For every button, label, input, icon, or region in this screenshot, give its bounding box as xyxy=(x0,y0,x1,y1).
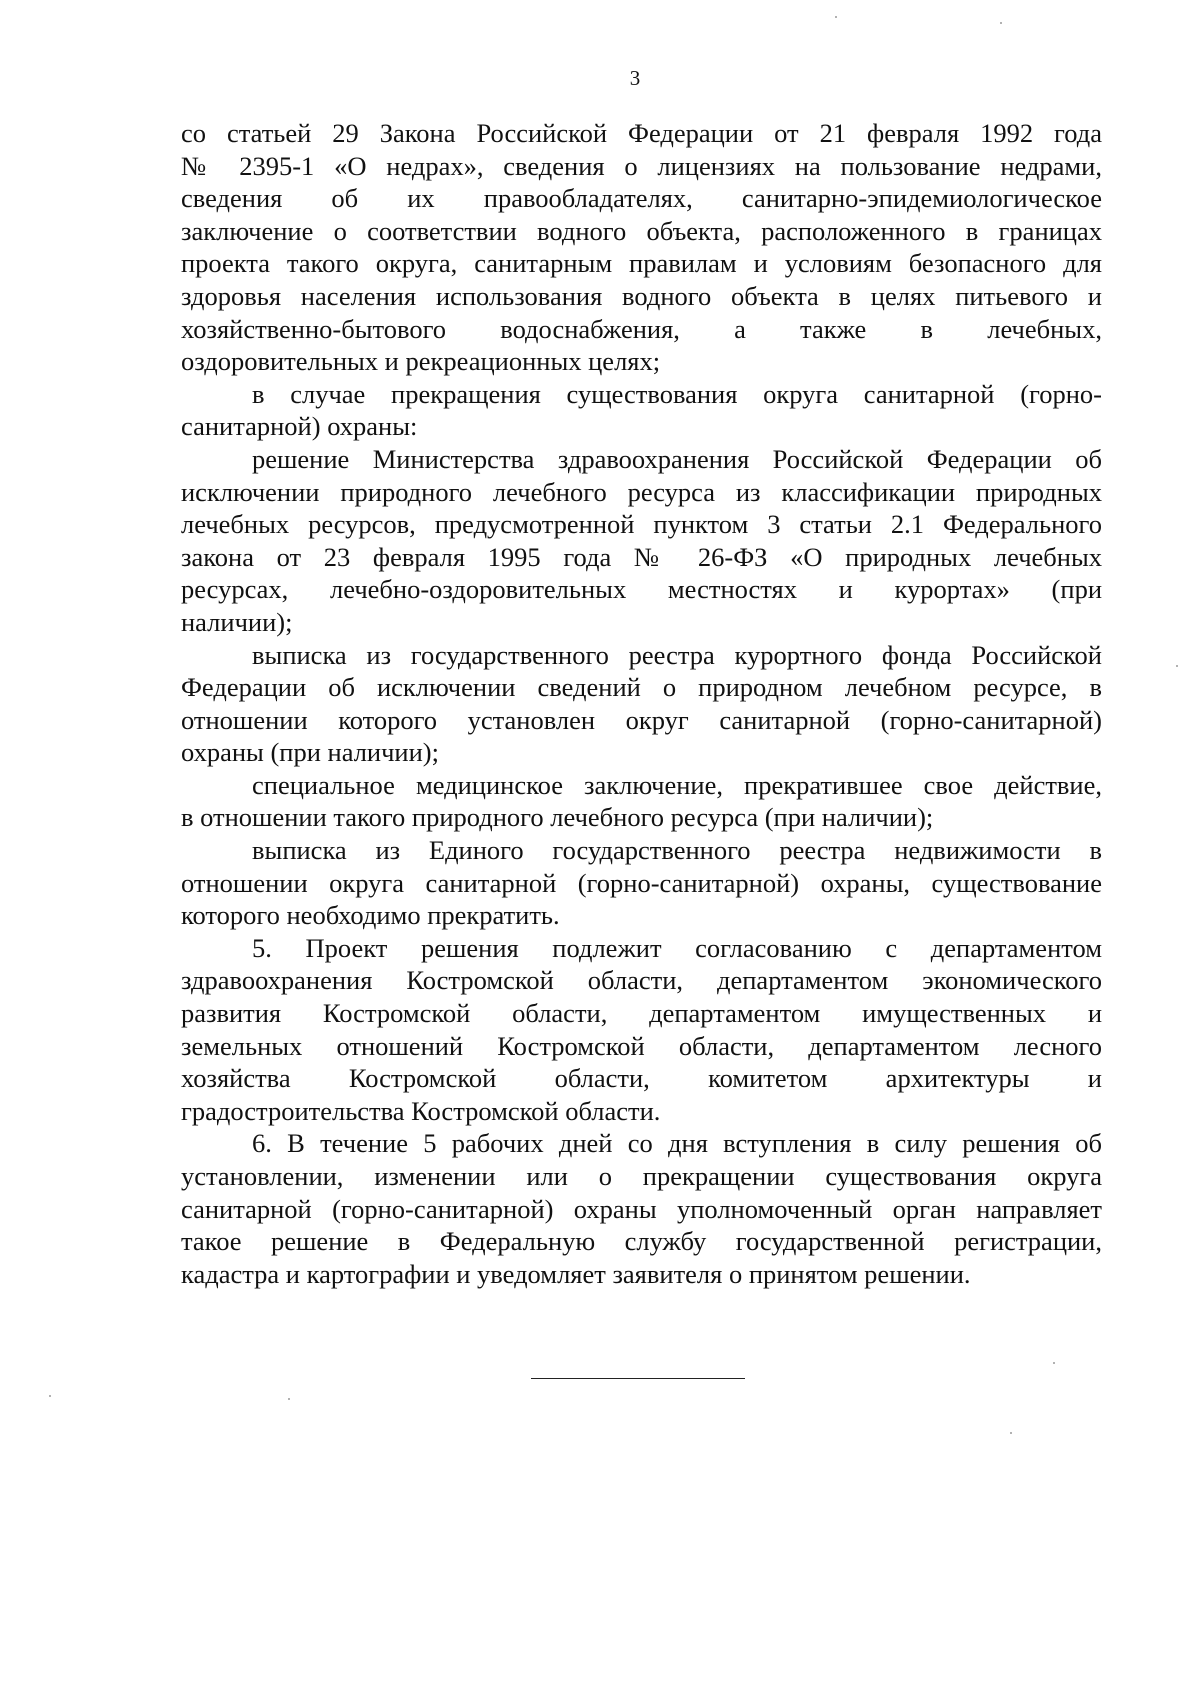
text-line: развития Костромской области, департаментом имущественных и xyxy=(181,998,1102,1029)
text-line: градостроительства Костромской области. xyxy=(181,1095,661,1126)
text-line: проекта такого округа, санитарным правилам и условиям безопасного для xyxy=(181,248,1102,279)
text-line: в отношении такого природного лечебного ресурса (при наличии); xyxy=(181,802,934,833)
text-line: здравоохранения Костромской области, департаментом экономического xyxy=(181,965,1102,996)
text-line: специальное медицинское заключение, прекратившее свое действие, xyxy=(252,769,1102,800)
scan-speck xyxy=(1176,665,1178,667)
text-line: Федерации об исключении сведений о природном лечебном ресурсе, в xyxy=(181,672,1102,703)
text-line: санитарной (горно-санитарной) охраны уполномоченный орган направляет xyxy=(181,1193,1102,1224)
text-line: 5. Проект решения подлежит согласованию с департаментом xyxy=(252,932,1102,963)
text-line: исключении природного лечебного ресурса из классификации природных xyxy=(181,476,1102,507)
text-line: такое решение в Федеральную службу государственной регистрации, xyxy=(181,1226,1102,1257)
text-line: установлении, изменении или о прекращении существования округа xyxy=(181,1161,1102,1191)
text-line: решение Министерства здравоохранения Российской Федерации об xyxy=(252,443,1102,474)
text-line: лечебных ресурсов, предусмотренной пунктом 3 статьи 2.1 Федерального xyxy=(181,509,1102,540)
scan-speck xyxy=(835,16,837,18)
end-of-document-rule xyxy=(531,1378,745,1379)
scan-speck xyxy=(1000,22,1002,24)
text-line: в случае прекращения существования округа санитарной (горно- xyxy=(252,378,1102,409)
text-line: охраны (при наличии); xyxy=(181,737,439,768)
text-line: которого необходимо прекратить. xyxy=(181,900,560,931)
text-line: кадастра и картографии и уведомляет заявителя о принятом решении. xyxy=(181,1258,971,1289)
scan-speck xyxy=(288,1398,290,1400)
text-line: наличии); xyxy=(181,606,293,637)
text-line: земельных отношений Костромской области, департаментом лесного xyxy=(181,1030,1102,1061)
text-line: оздоровительных и рекреационных целях; xyxy=(181,346,661,377)
text-line: сведения об их правообладателях, санитарно-эпидемиологическое xyxy=(181,183,1102,214)
text-line: хозяйственно-бытового водоснабжения, а также в лечебных, xyxy=(181,313,1102,344)
text-line: закона от 23 февраля 1995 года № 26-ФЗ «О природных лечебных xyxy=(181,541,1102,572)
text-line: выписка из Единого государственного реестра недвижимости в xyxy=(252,835,1102,866)
text-line: № 2395-1 «О недрах», сведения о лицензиях на пользование недрами, xyxy=(181,150,1102,181)
text-line: ресурсах, лечебно-оздоровительных местностях и курортах» (при xyxy=(181,574,1102,605)
document-body xyxy=(181,117,1102,1290)
text-line: выписка из государственного реестра курортного фонда Российской xyxy=(252,639,1102,670)
scan-speck xyxy=(1010,1432,1012,1434)
scan-speck xyxy=(1053,1362,1055,1364)
page-number: 3 xyxy=(629,66,641,90)
text-line: 6. В течение 5 рабочих дней со дня вступления в силу решения об xyxy=(252,1128,1102,1159)
text-line: хозяйства Костромской области, комитетом архитектуры и xyxy=(181,1063,1102,1094)
text-line: заключение о соответствии водного объекта, расположенного в границах xyxy=(181,215,1102,246)
text-line: здоровья населения использования водного объекта в целях питьевого и xyxy=(181,280,1102,311)
scan-speck xyxy=(49,1395,51,1397)
text-line: отношении округа санитарной (горно-санитарной) охраны, существование xyxy=(181,867,1102,898)
text-line: отношении которого установлен округ санитарной (горно-санитарной) xyxy=(181,704,1102,735)
text-line: санитарной) охраны: xyxy=(181,411,418,442)
text-line: со статьей 29 Закона Российской Федерации от 21 февраля 1992 года xyxy=(181,118,1102,148)
